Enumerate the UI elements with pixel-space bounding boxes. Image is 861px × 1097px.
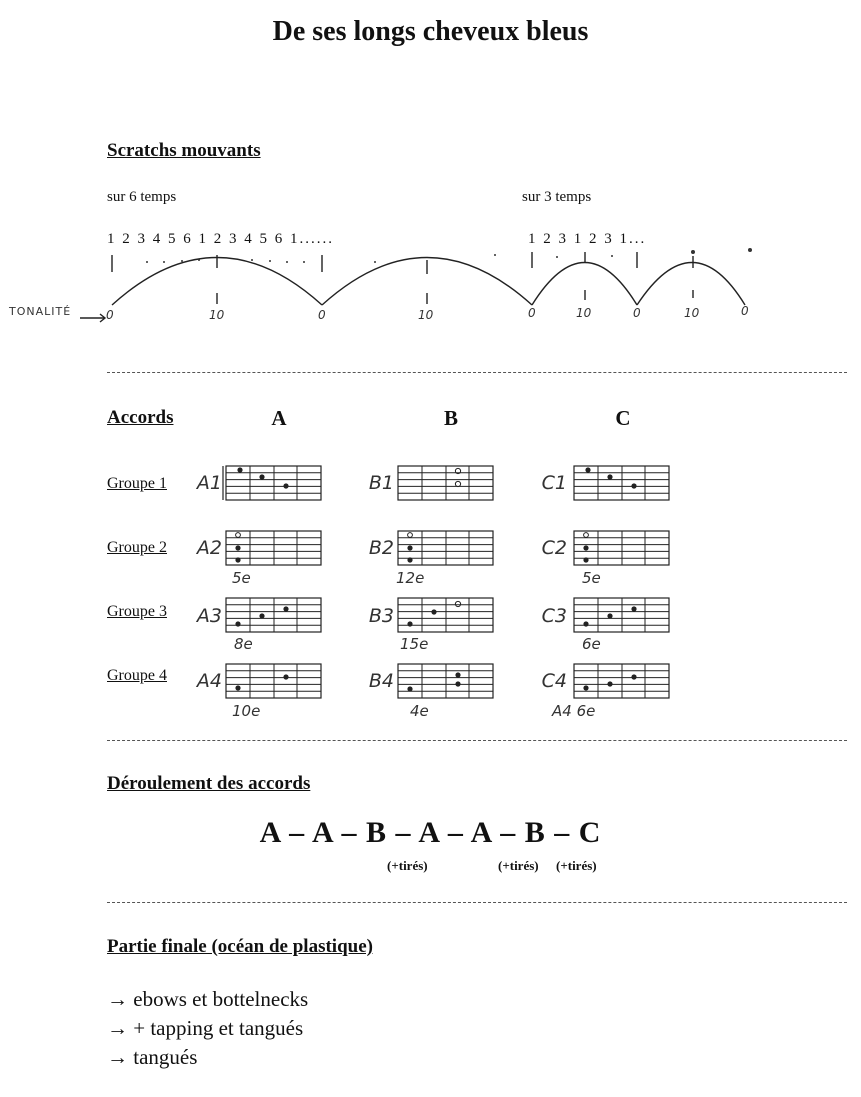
final-line-2: → + tapping et tangués [107,1016,304,1040]
position-8: 0 [741,304,749,318]
progression-heading: Déroulement des accords [107,773,311,794]
final-line-1: → ebows et bottelnecks [107,987,309,1011]
page-title: De ses longs cheveux bleus [272,16,589,47]
chords-heading: Accords [107,407,174,428]
fretboard-a2 [226,531,321,565]
column-head-b: B [443,406,458,430]
fretboard-b2 [398,531,493,565]
fretboard-c2 [574,531,669,565]
fretboard-b4 [398,664,493,698]
position-7: 10 [684,306,700,320]
divider-2 [107,740,847,741]
fret-b3: 15e [400,635,429,653]
fretboard-b1 [398,466,493,500]
chord-name-a3: A3 [196,605,222,627]
chord-name-a4: A4 [196,670,222,692]
group-4-label: Groupe 4 [107,667,167,684]
chord-name-c3: C3 [541,605,567,627]
chord-name-b3: B3 [368,605,394,627]
position-2: 0 [318,308,326,322]
position-3: 10 [418,308,434,322]
progression-note-2: (+tirés) [498,858,539,873]
progression-line: A – A – B – A – A – B – C [259,816,602,849]
scratch-right-label: sur 3 temps [522,189,592,205]
progression-note-1: (+tirés) [387,858,428,873]
fret-c2: 5e [582,569,601,587]
scratch-right-counts: 1 2 3 1 2 3 1... [528,231,647,247]
fret-b2: 12e [396,569,425,587]
scratch-left-counts: 1 2 3 4 5 6 1 2 3 4 5 6 1...... [107,231,334,247]
position-1: 10 [209,308,225,322]
scratch-heading: Scratchs mouvants [107,140,261,161]
fret-a2: 5e [232,569,251,587]
fret-a4: 10e [232,702,261,720]
divider-3 [107,902,847,903]
position-0: 0 [106,308,114,322]
fret-b4: 4e [410,702,429,720]
final-line-3: → tangués [107,1045,198,1069]
position-5: 10 [576,306,592,320]
chord-name-a2: A2 [196,537,222,559]
scratch-left-label: sur 6 temps [107,189,177,205]
fretboard-c1 [574,466,669,500]
fret-c4: A4 6e [552,702,596,720]
fret-a3: 8e [234,635,253,653]
tonalite-label: TONALITÉ [9,305,72,318]
group-2-label: Groupe 2 [107,539,167,556]
chord-name-b4: B4 [368,670,394,692]
chord-name-b2: B2 [368,537,394,559]
group-1-label: Groupe 1 [107,475,167,492]
chord-name-b1: B1 [368,472,394,494]
column-head-a: A [271,406,287,430]
fretboard-a3 [226,598,321,632]
chord-name-a1: A1 [196,472,222,494]
chord-name-c2: C2 [541,537,567,559]
fretboard-c4 [574,664,669,698]
fretboard-b3 [398,598,493,632]
fretboard-a1 [223,466,321,500]
fretboard-a4 [226,664,321,698]
chord-name-c1: C1 [541,472,567,494]
position-6: 0 [633,306,641,320]
position-4: 0 [528,306,536,320]
fret-c3: 6e [582,635,601,653]
group-3-label: Groupe 3 [107,603,167,620]
progression-note-3: (+tirés) [556,858,597,873]
final-heading: Partie finale (océan de plastique) [107,936,373,957]
column-head-c: C [615,406,631,430]
fretboard-c3 [574,598,669,632]
chord-name-c4: C4 [541,670,567,692]
